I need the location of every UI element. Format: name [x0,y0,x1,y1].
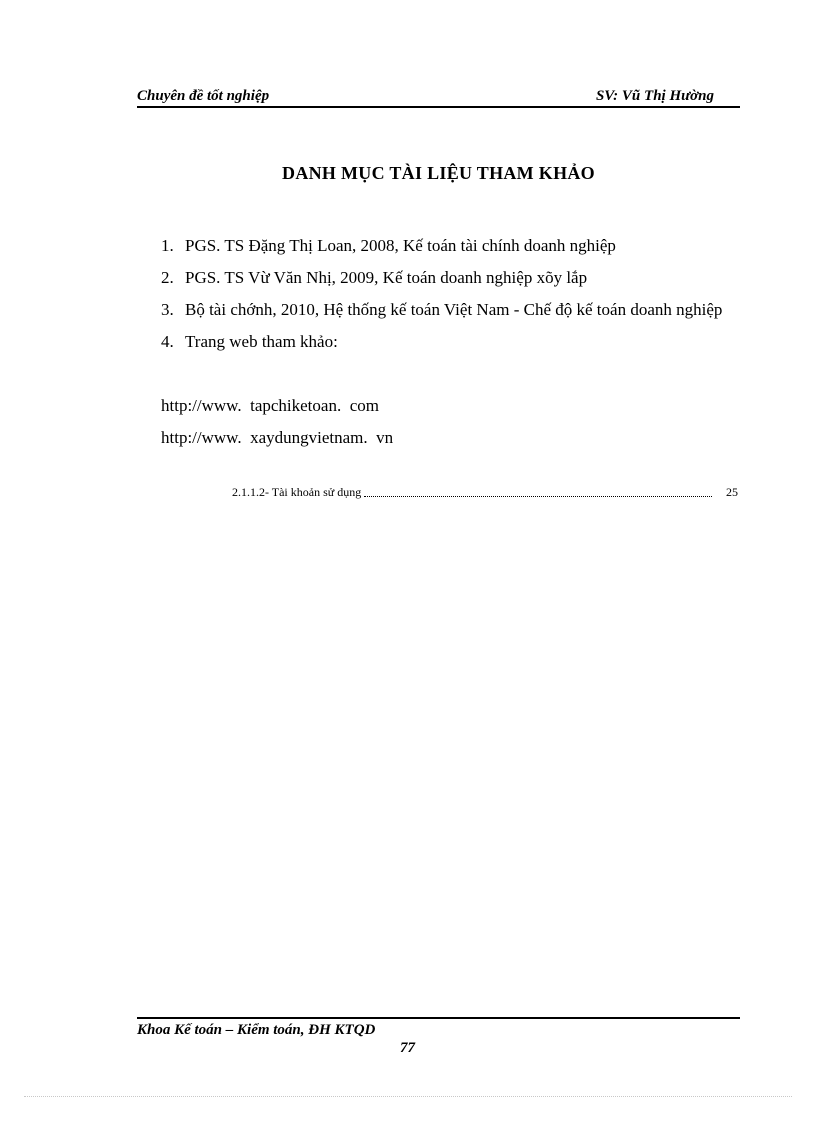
page-number: 77 [400,1040,415,1056]
page-footer [137,1017,740,1039]
reference-text: Bộ tài chớnh, 2010, Hệ thống kế toán Việt Nam - Chế độ kế toán doanh nghiệp [185,300,723,319]
reference-number: 3. [161,300,174,319]
reference-item [161,262,741,294]
header-left-text: Chuyên đề tốt nghiệp [137,88,270,104]
toc-entry[interactable] [232,482,738,500]
reference-number: 2. [161,268,174,287]
reference-number: 1. [161,236,174,255]
reference-text: PGS. TS Đặng Thị Loan, 2008, Kế toán tài chính doanh nghiệp [185,236,616,255]
url-link[interactable]: http://www. xaydungvietnam. vn [161,428,394,447]
toc-entry-label: 2.1.1.2- Tài khoản sử dụng [232,485,362,499]
reference-item [161,230,741,262]
reference-text: Trang web tham khảo: [185,332,338,351]
toc-entry-page: 25 [726,485,738,499]
reference-number: 4. [161,332,174,351]
header-right-text: SV: Vũ Thị Hường [595,88,714,104]
reference-item [161,294,741,326]
footer-text: Khoa Kế toán – Kiểm toán, ĐH KTQD [137,1022,376,1038]
toc-dot-leader [364,495,712,497]
page-header [137,86,740,108]
reference-item [161,326,741,358]
url-link[interactable]: http://www. tapchiketoan. com [161,396,379,415]
url-list [161,390,393,454]
reference-list [161,230,741,358]
page-title: DANH MỤC TÀI LIỆU THAM KHẢO [282,163,595,183]
page-bottom-divider [24,1096,792,1097]
reference-text: PGS. TS Vừ Văn Nhị, 2009, Kế toán doanh nghiệp xõy lắp [185,268,588,287]
